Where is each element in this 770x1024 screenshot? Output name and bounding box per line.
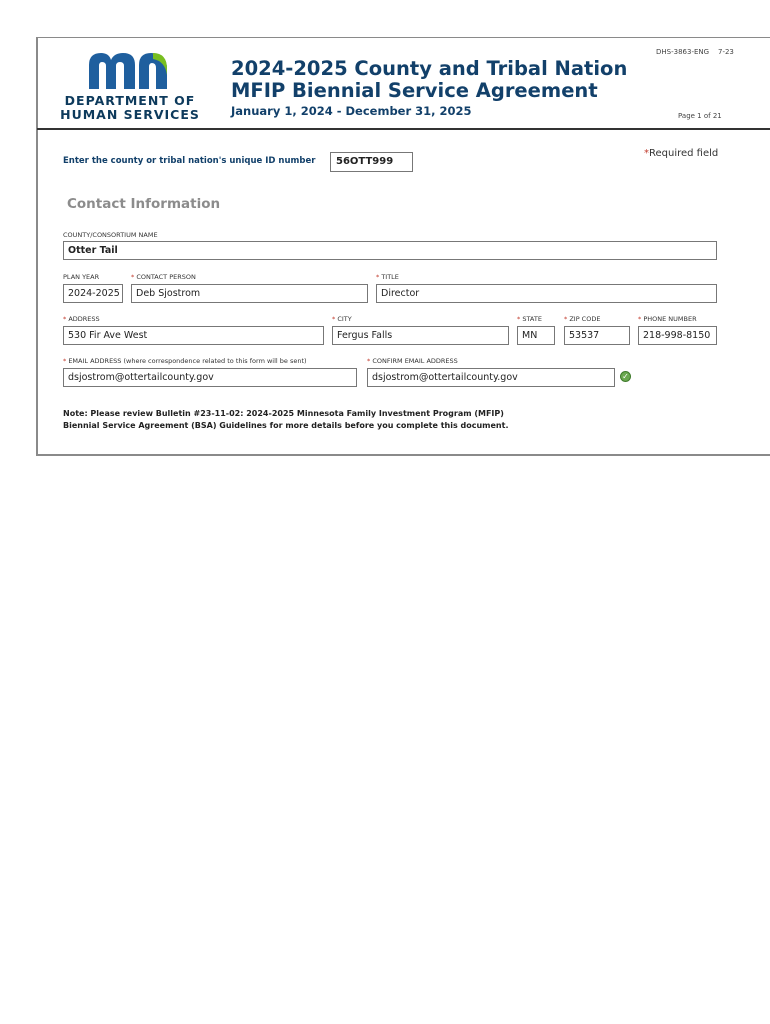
email-match-check-icon: ✓ — [620, 371, 631, 382]
state-label-text: STATE — [522, 315, 542, 323]
email-field[interactable]: dsjostrom@ottertailcounty.gov — [63, 368, 357, 387]
contact-person-label — [131, 273, 196, 281]
address-field[interactable]: 530 Fir Ave West — [63, 326, 324, 345]
contact-person-label-text: CONTACT PERSON — [136, 273, 196, 281]
form-revision: 7-23 — [718, 48, 734, 56]
plan-year-field[interactable]: 2024-2025 — [63, 284, 123, 303]
unique-id-label: Enter the county or tribal nation's unique ID number — [63, 156, 316, 166]
required-star: * — [332, 315, 336, 323]
phone-label-text: PHONE NUMBER — [643, 315, 697, 323]
note-line1: Note: Please review Bulletin #23-11-02: 2024-2025 Minnesota Family Investment Program (MFIP) — [63, 409, 504, 418]
logo-text-line2: HUMAN SERVICES — [60, 107, 200, 122]
email-label-text: EMAIL ADDRESS (where correspondence related to this form will be sent) — [68, 357, 307, 365]
title-label — [376, 273, 399, 281]
form-number: DHS-3863-ENG — [656, 48, 710, 56]
required-star: * — [367, 357, 371, 365]
bulletin-note — [63, 408, 663, 432]
mn-logo-icon — [87, 51, 173, 89]
phone-field[interactable]: 218-998-8150 — [638, 326, 717, 345]
contact-person-field[interactable]: Deb Sjostrom — [131, 284, 368, 303]
date-range: January 1, 2024 - December 31, 2025 — [231, 104, 472, 118]
required-star: * — [644, 148, 649, 159]
required-star: * — [63, 357, 67, 365]
state-label — [517, 315, 542, 323]
city-label-text: CITY — [337, 315, 352, 323]
county-label: COUNTY/CONSORTIUM NAME — [63, 231, 158, 239]
required-star: * — [564, 315, 568, 323]
address-label — [63, 315, 100, 323]
confirm-email-label — [367, 357, 458, 365]
title-field[interactable]: Director — [376, 284, 717, 303]
logo-text — [60, 94, 200, 122]
required-star: * — [376, 273, 380, 281]
plan-year-label: PLAN YEAR — [63, 273, 100, 281]
note-line2: Biennial Service Agreement (BSA) Guidelines for more details before you complete this document. — [63, 421, 509, 430]
page-title-line2: MFIP Biennial Service Agreement — [231, 79, 598, 102]
required-text: Required field — [649, 148, 719, 159]
phone-label — [638, 315, 697, 323]
address-label-text: ADDRESS — [68, 315, 100, 323]
email-label — [63, 357, 307, 365]
dhs-logo — [60, 51, 200, 123]
required-star: * — [131, 273, 135, 281]
required-field-note — [644, 148, 718, 159]
confirm-email-label-text: CONFIRM EMAIL ADDRESS — [372, 357, 458, 365]
title-label-text: TITLE — [381, 273, 399, 281]
section-title-contact: Contact Information — [67, 196, 221, 212]
zip-label-text: ZIP CODE — [569, 315, 601, 323]
required-star: * — [517, 315, 521, 323]
zip-field[interactable]: 53537 — [564, 326, 630, 345]
page-title-line1: 2024-2025 County and Tribal Nation — [231, 57, 628, 80]
confirm-email-field[interactable]: dsjostrom@ottertailcounty.gov — [367, 368, 615, 387]
unique-id-field[interactable]: 56OTT999 — [330, 152, 413, 172]
city-label — [332, 315, 352, 323]
city-field[interactable]: Fergus Falls — [332, 326, 509, 345]
county-field[interactable]: Otter Tail — [63, 241, 717, 260]
state-field[interactable]: MN — [517, 326, 555, 345]
header-divider — [37, 128, 770, 130]
required-star: * — [63, 315, 67, 323]
zip-label — [564, 315, 600, 323]
logo-text-line1: DEPARTMENT OF — [64, 93, 196, 108]
required-star: * — [638, 315, 642, 323]
page-number: Page 1 of 21 — [678, 112, 722, 120]
